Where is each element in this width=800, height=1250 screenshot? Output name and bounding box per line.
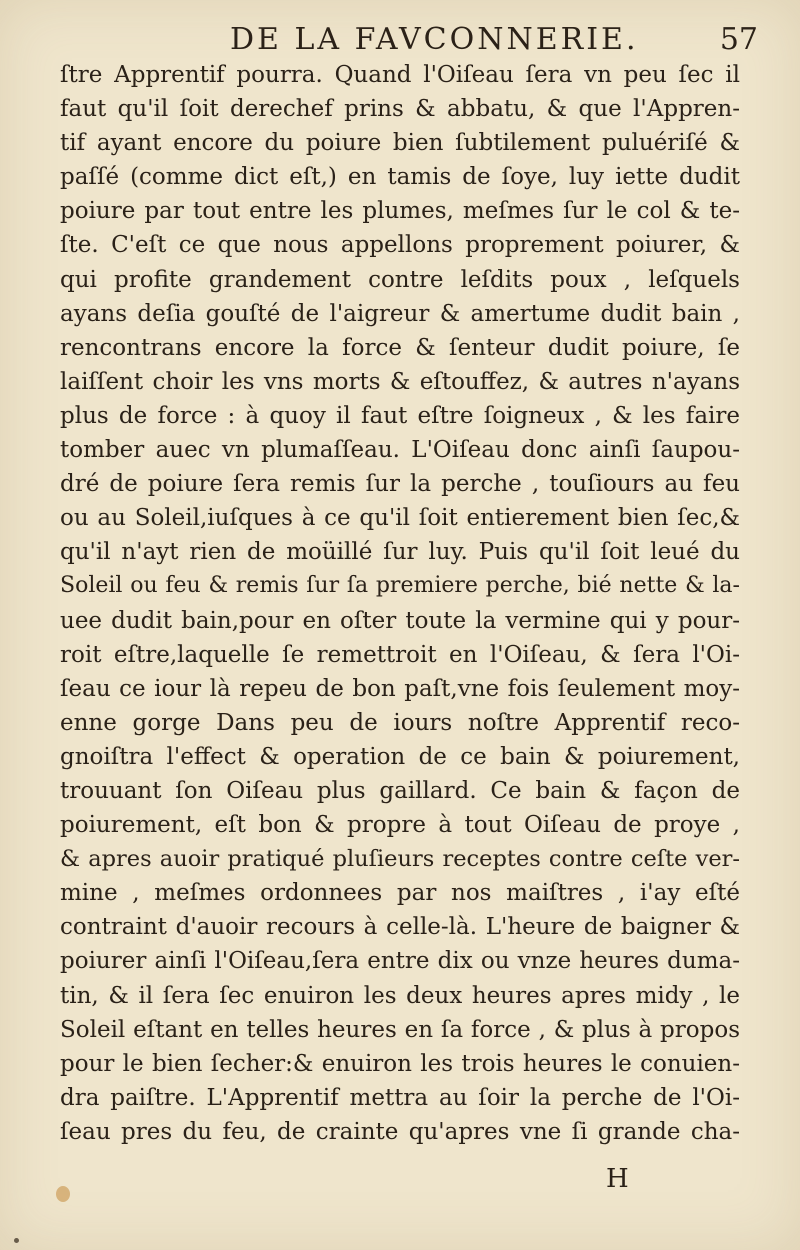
paper-speck [14, 1238, 19, 1243]
running-head [60, 18, 760, 58]
text-line: enne gorge Dans peu de iours noſtre Apprentif reco- [60, 709, 740, 736]
text-line: gnoiſtra l'effect & operation de ce bain & poiurement, [60, 743, 740, 770]
text-line: Soleil eſtant en telles heures en ſa force , & plus à propos [60, 1016, 740, 1043]
text-line: laiſſent choir les vns morts & eſtouffez, & autres n'ayans [60, 368, 740, 395]
text-line: & apres auoir pratiqué pluſieurs receptes contre ceſte ver- [60, 846, 740, 873]
text-line: poiurement, eſt bon & propre à tout Oiſeau de proye , [60, 812, 740, 839]
text-line: ſeau ce iour là repeu de bon paſt,vne fois ſeulement moy- [60, 675, 740, 702]
text-line: dra paiſtre. L'Apprentif mettra au ſoir la perche de l'Oi- [60, 1084, 740, 1111]
text-line: faut qu'il ſoit derechef prins & abbatu, & que l'Appren- [60, 96, 740, 123]
text-line: trouuant ſon Oiſeau plus gaillard. Ce bain & façon de [60, 777, 740, 804]
paper-stain [56, 1186, 70, 1202]
text-line: ſtre Apprentif pourra. Quand l'Oiſeau ſera vn peu ſec il [60, 62, 740, 88]
text-line: pour le bien ſecher:& enuiron les trois heures le conuien- [60, 1050, 740, 1077]
text-line: paſſé (comme dict eſt,) en tamis de ſoye, luy iette dudit [60, 164, 740, 191]
text-line: ſeau pres du feu, de crainte qu'apres vne ſi grande cha- [60, 1118, 740, 1145]
text-line: ou au Soleil,iuſques à ce qu'il ſoit entierement bien ſec,& [60, 505, 740, 532]
text-line: tif ayant encore du poiure bien ſubtilement puluériſé & [60, 130, 740, 157]
text-line: poiurer ainſi l'Oiſeau,ſera entre dix ou vnze heures duma- [60, 948, 740, 975]
text-line: plus de force : à quoy il faut eſtre ſoigneux , & les faire [60, 402, 740, 429]
text-line: mine , meſmes ordonnees par nos maiſtres , i'ay eſté [60, 880, 740, 907]
text-line: qu'il n'ayt rien de moüillé ſur luy. Puis qu'il ſoit leué du [60, 539, 740, 566]
body-text [60, 58, 740, 1149]
text-line: tin, & il ſera ſec enuiron les deux heures apres midy , le [60, 982, 740, 1009]
text-line: uee dudit bain,pour en oſter toute la vermine qui y pour- [60, 607, 740, 634]
text-line: ayans deſia gouſté de l'aigreur & amertume dudit bain , [60, 300, 740, 327]
text-line: qui profite grandement contre leſdits poux , leſquels [60, 266, 740, 293]
text-line: roit eſtre,laquelle ſe remettroit en l'Oiſeau, & ſera l'Oi- [60, 641, 740, 668]
text-line: tomber auec vn plumaſſeau. L'Oiſeau donc ainſi ſaupou- [60, 437, 740, 464]
text-line: dré de poiure ſera remis ſur la perche , touſiours au feu [60, 471, 740, 498]
text-line: poiure par tout entre les plumes, meſmes ſur le col & te- [60, 198, 740, 225]
signature-mark: H [606, 1164, 629, 1194]
text-line: rencontrans encore la force & ſenteur dudit poiure, ſe [60, 334, 740, 361]
text-line: ſte. C'eſt ce que nous appellons proprement poiurer, & [60, 232, 740, 259]
text-line: contraint d'auoir recours à celle-là. L'heure de baigner & [60, 914, 740, 941]
text-line: Soleil ou feu & remis ſur ſa premiere perche, bié nette & la- [60, 573, 740, 599]
running-head-title: DE LA FAVCONNERIE. [230, 22, 639, 57]
page-number: 57 [719, 22, 758, 57]
